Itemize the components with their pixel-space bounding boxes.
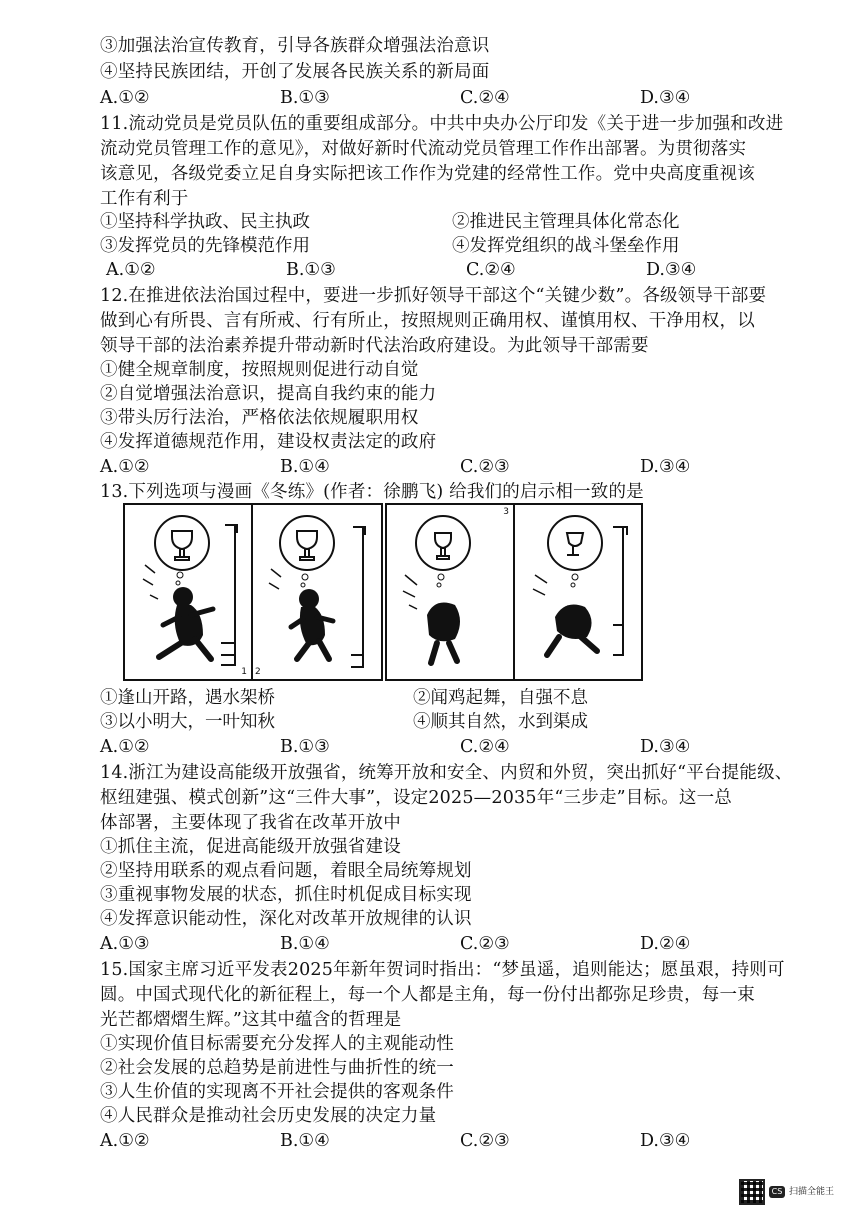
q10-option-a[interactable]: A.①② xyxy=(100,88,150,108)
comic-panel-3-drawing xyxy=(387,505,513,679)
q10-option-b[interactable]: B.①③ xyxy=(280,88,330,108)
q11-item-4: ④发挥党组织的战斗堡垒作用 xyxy=(452,236,680,256)
q11-option-d[interactable]: D.③④ xyxy=(646,260,697,280)
q15-stem-line-2: 圆。中国式现代化的新征程上，每一个人都是主角，每一份付出都弥足珍贵，每一束 xyxy=(100,985,755,1005)
q13-option-d[interactable]: D.③④ xyxy=(640,737,691,757)
q11-option-a[interactable]: A.①② xyxy=(106,260,156,280)
q11-stem-line-1: 11.流动党员是党员队伍的重要组成部分。中共中央办公厅印发《关于进一步加强和改进 xyxy=(100,114,784,134)
q12-option-a[interactable]: A.①② xyxy=(100,457,150,477)
q13-items-row-1 xyxy=(100,686,820,710)
q10-item-4: ④坚持民族团结，开创了发展各民族关系的新局面 xyxy=(100,62,490,82)
comic-panel-3 xyxy=(385,503,515,681)
q11-option-c[interactable]: C.②④ xyxy=(466,260,516,280)
q13-item-1: ①逢山开路，遇水架桥 xyxy=(100,688,275,708)
comic-panel-1 xyxy=(123,503,253,681)
q13-option-a[interactable]: A.①② xyxy=(100,737,150,757)
q15-option-c[interactable]: C.②③ xyxy=(460,1131,510,1151)
q14-option-b[interactable]: B.①④ xyxy=(280,934,330,954)
q14-item-4: ④发挥意识能动性，深化对改革开放规律的认识 xyxy=(100,909,472,929)
q11-item-2: ②推进民主管理具体化常态化 xyxy=(452,212,680,232)
q14-item-1: ①抓住主流，促进高能级开放强省建设 xyxy=(100,837,401,857)
winter-training-comic xyxy=(123,503,643,681)
q13-item-3: ③以小明大，一叶知秋 xyxy=(100,712,275,732)
q13-items-row-2 xyxy=(100,710,820,734)
comic-panel-2-number: 2 xyxy=(255,667,261,677)
q14-stem-line-1: 14.浙江为建设高能级开放强省，统筹开放和安全、内贸和外贸，突出抓好“平台提能级、 xyxy=(100,763,793,783)
q12-item-3: ③带头厉行法治，严格依法依规履职用权 xyxy=(100,408,419,428)
q15-stem-line-1: 15.国家主席习近平发表2025年新年贺词时指出：“梦虽遥，追则能达；愿虽艰，持则可 xyxy=(100,960,785,980)
q13-options xyxy=(100,735,800,759)
q15-option-a[interactable]: A.①② xyxy=(100,1131,150,1151)
q12-item-2: ②自觉增强法治意识，提高自我约束的能力 xyxy=(100,384,437,404)
q11-item-3: ③发挥党员的先锋模范作用 xyxy=(100,236,310,256)
q10-item-3: ③加强法治宣传教育，引导各族群众增强法治意识 xyxy=(100,36,490,56)
q11-stem-line-3: 该意见，各级党委立足自身实际把该工作作为党建的经常性工作。党中央高度重视该 xyxy=(100,164,755,184)
q14-option-c[interactable]: C.②③ xyxy=(460,934,510,954)
q12-options xyxy=(100,455,800,479)
q10-options xyxy=(100,86,800,110)
comic-panel-2-drawing xyxy=(253,505,379,679)
scanner-watermark xyxy=(739,1175,847,1209)
q13-option-b[interactable]: B.①③ xyxy=(280,737,330,757)
q11-item-1: ①坚持科学执政、民主执政 xyxy=(100,212,310,232)
comic-panel-3-number: 3 xyxy=(503,507,509,517)
q15-item-4: ④人民群众是推动社会历史发展的决定力量 xyxy=(100,1106,437,1126)
q14-item-2: ②坚持用联系的观点看问题，着眼全局统筹规划 xyxy=(100,861,472,881)
q11-items-row-1 xyxy=(100,210,820,234)
q15-item-2: ②社会发展的总趋势是前进性与曲折性的统一 xyxy=(100,1058,454,1078)
comic-panel-4-drawing xyxy=(515,505,639,679)
q10-option-c[interactable]: C.②④ xyxy=(460,88,510,108)
scanner-brand-name: 扫描全能王 xyxy=(789,1186,835,1197)
comic-panel-1-drawing xyxy=(125,505,251,679)
q15-stem-line-3: 光芒都熠熠生辉。”这其中蕴含的哲理是 xyxy=(100,1010,402,1030)
comic-panel-1-number: 1 xyxy=(241,667,247,677)
q11-option-b[interactable]: B.①③ xyxy=(286,260,336,280)
q12-option-c[interactable]: C.②③ xyxy=(460,457,510,477)
q15-option-d[interactable]: D.③④ xyxy=(640,1131,691,1151)
comic-panel-2 xyxy=(253,503,383,681)
q10-option-d[interactable]: D.③④ xyxy=(640,88,691,108)
q11-stem-line-4: 工作有利于 xyxy=(100,189,189,209)
q11-stem-line-2: 流动党员管理工作的意见》，对做好新时代流动党员管理工作作出部署。为贯彻落实 xyxy=(100,139,747,159)
q14-stem-line-3: 体部署，主要体现了我省在改革开放中 xyxy=(100,813,401,833)
q15-options xyxy=(100,1129,800,1153)
q15-item-1: ①实现价值目标需要充分发挥人的主观能动性 xyxy=(100,1034,454,1054)
q12-item-1: ①健全规章制度，按照规则促进行动自觉 xyxy=(100,360,419,380)
q12-option-d[interactable]: D.③④ xyxy=(640,457,691,477)
q12-option-b[interactable]: B.①④ xyxy=(280,457,330,477)
q12-stem-line-3: 领导干部的法治素养提升带动新时代法治政府建设。为此领导干部需要 xyxy=(100,336,649,356)
q14-stem-line-2: 枢纽建强、模式创新”这“三件大事”，设定2025—2035年“三步走”目标。这一总 xyxy=(100,788,733,808)
q12-stem-line-2: 做到心有所畏、言有所戒、行有所止，按照规则正确用权、谨慎用权、干净用权，以 xyxy=(100,311,755,331)
q12-item-4: ④发挥道德规范作用，建设权责法定的政府 xyxy=(100,432,437,452)
q15-item-3: ③人生价值的实现离不开社会提供的客观条件 xyxy=(100,1082,454,1102)
q14-options xyxy=(100,932,800,956)
q13-option-c[interactable]: C.②④ xyxy=(460,737,510,757)
q12-stem-line-1: 12.在推进依法治国过程中，要进一步抓好领导干部这个“关键少数”。各级领导干部要 xyxy=(100,286,767,306)
qr-code-icon xyxy=(739,1179,765,1205)
camscanner-badge-icon: CS xyxy=(769,1186,785,1198)
q13-stem-line-1: 13.下列选项与漫画《冬练》(作者：徐鹏飞) 给我们的启示相一致的是 xyxy=(100,482,644,502)
q15-option-b[interactable]: B.①④ xyxy=(280,1131,330,1151)
comic-panel-4 xyxy=(515,503,643,681)
q11-options xyxy=(106,258,806,282)
q14-item-3: ③重视事物发展的状态，抓住时机促成目标实现 xyxy=(100,885,472,905)
q13-item-2: ②闻鸡起舞，自强不息 xyxy=(413,688,588,708)
q14-option-a[interactable]: A.①③ xyxy=(100,934,150,954)
q13-item-4: ④顺其自然，水到渠成 xyxy=(413,712,588,732)
q14-option-d[interactable]: D.②④ xyxy=(640,934,691,954)
q11-items-row-2 xyxy=(100,234,820,258)
